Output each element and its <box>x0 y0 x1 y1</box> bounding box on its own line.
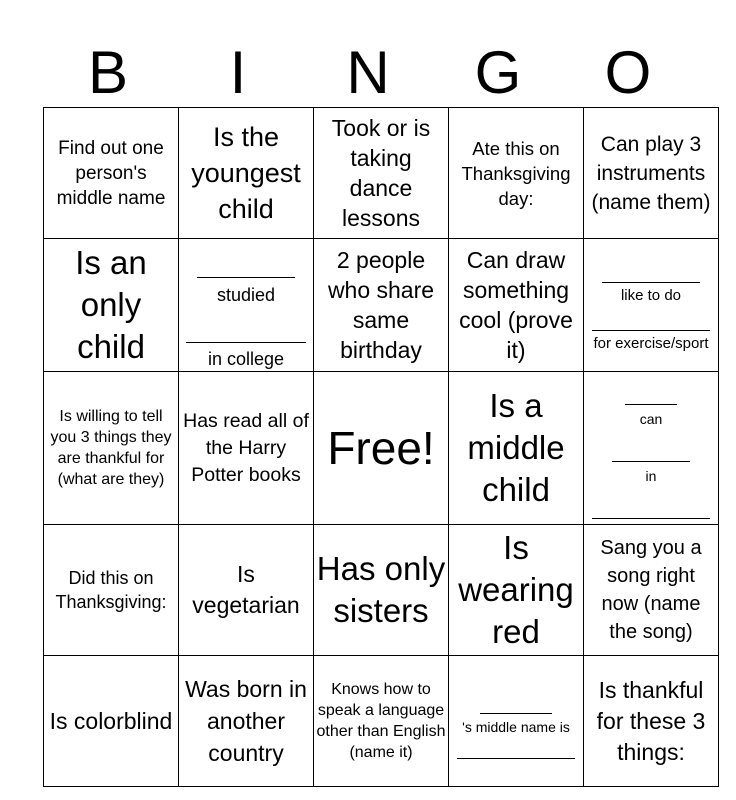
cell-text: Is wearing red <box>458 529 574 650</box>
cell-text: Sang you a song right now (name the song) <box>600 537 702 643</box>
cell-text: can <box>639 411 663 427</box>
cell-text: 2 people who share same birthday <box>327 247 435 363</box>
bingo-cell[interactable] <box>314 656 449 787</box>
bingo-cell[interactable] <box>44 239 179 372</box>
free-space: Free! <box>327 422 435 474</box>
header-letter-b: B <box>87 39 129 106</box>
bingo-cell[interactable] <box>44 656 179 787</box>
bingo-cell[interactable] <box>449 525 584 656</box>
fill-in-blank <box>480 713 552 714</box>
cell-text: studied <box>216 285 276 305</box>
cell-text: 's middle name is <box>462 719 570 735</box>
cell-text: Is willing to tell you 3 things they are thankful for (what are they) <box>50 408 172 488</box>
bingo-cell[interactable] <box>179 108 314 239</box>
bingo-cell[interactable] <box>44 525 179 656</box>
cell-text: for exercise/sport <box>593 334 709 352</box>
fill-in-blank <box>625 404 677 405</box>
fill-in-blank <box>457 758 575 759</box>
cell-text: in <box>645 468 657 484</box>
cell-text: Was born in another country <box>185 676 307 766</box>
cell-text: Is the youngest child <box>191 122 301 224</box>
bingo-cell[interactable] <box>179 372 314 525</box>
bingo-cell[interactable] <box>179 239 314 372</box>
cell-text: Is thankful for these 3 things: <box>596 676 706 765</box>
board-row <box>44 372 719 525</box>
header-letter-n: N <box>346 39 390 106</box>
cell-text: Knows how to speak a language other than English (name it) <box>316 681 446 761</box>
cell-text: Is vegetarian <box>192 561 300 618</box>
bingo-cell[interactable] <box>314 525 449 656</box>
cell-text: in college <box>207 349 285 369</box>
bingo-header <box>43 40 693 106</box>
bingo-cell[interactable] <box>584 525 719 656</box>
bingo-cell[interactable] <box>179 656 314 787</box>
fill-in-blank <box>197 277 295 278</box>
cell-text: Has read all of the Harry Potter books <box>183 409 309 486</box>
cell-text: Took or is taking dance lessons <box>331 115 431 231</box>
fill-in-blank <box>592 330 710 331</box>
bingo-cell[interactable] <box>449 656 584 787</box>
bingo-board <box>43 107 719 787</box>
cell-text: Can draw something cool (prove it) <box>459 247 573 363</box>
bingo-cell[interactable] <box>44 372 179 525</box>
header-letter-g: G <box>474 39 522 106</box>
header-letter-i: I <box>229 39 247 106</box>
cell-text: Is a middle child <box>467 387 565 508</box>
bingo-cell[interactable] <box>449 372 584 525</box>
fill-in-blank <box>186 342 306 343</box>
bingo-cell[interactable] <box>584 372 719 525</box>
cell-text: Is colorblind <box>49 708 173 734</box>
cell-text: Has only sisters <box>316 550 446 629</box>
bingo-cell[interactable] <box>449 239 584 372</box>
fill-in-blank <box>612 461 690 462</box>
bingo-cell[interactable] <box>314 372 449 525</box>
bingo-cell[interactable] <box>584 239 719 372</box>
board-row <box>44 525 719 656</box>
bingo-cell[interactable] <box>314 239 449 372</box>
bingo-cell[interactable] <box>179 525 314 656</box>
bingo-cell[interactable] <box>584 108 719 239</box>
cell-text: Ate this on Thanksgiving day: <box>461 137 571 209</box>
board-row <box>44 656 719 787</box>
fill-in-blank <box>592 518 710 519</box>
bingo-cell[interactable] <box>314 108 449 239</box>
board-row <box>44 239 719 372</box>
cell-text: Can play 3 instruments (name them) <box>591 132 711 214</box>
cell-text: Is an only child <box>75 244 147 365</box>
bingo-cell[interactable] <box>449 108 584 239</box>
cell-text: Find out one person's middle name <box>56 137 166 209</box>
bingo-cell[interactable] <box>584 656 719 787</box>
header-letter-o: O <box>604 39 652 106</box>
board-row <box>44 108 719 239</box>
cell-text: like to do <box>620 286 682 304</box>
bingo-cell[interactable] <box>44 108 179 239</box>
fill-in-blank <box>602 282 700 283</box>
cell-text: Did this on Thanksgiving: <box>55 568 167 612</box>
